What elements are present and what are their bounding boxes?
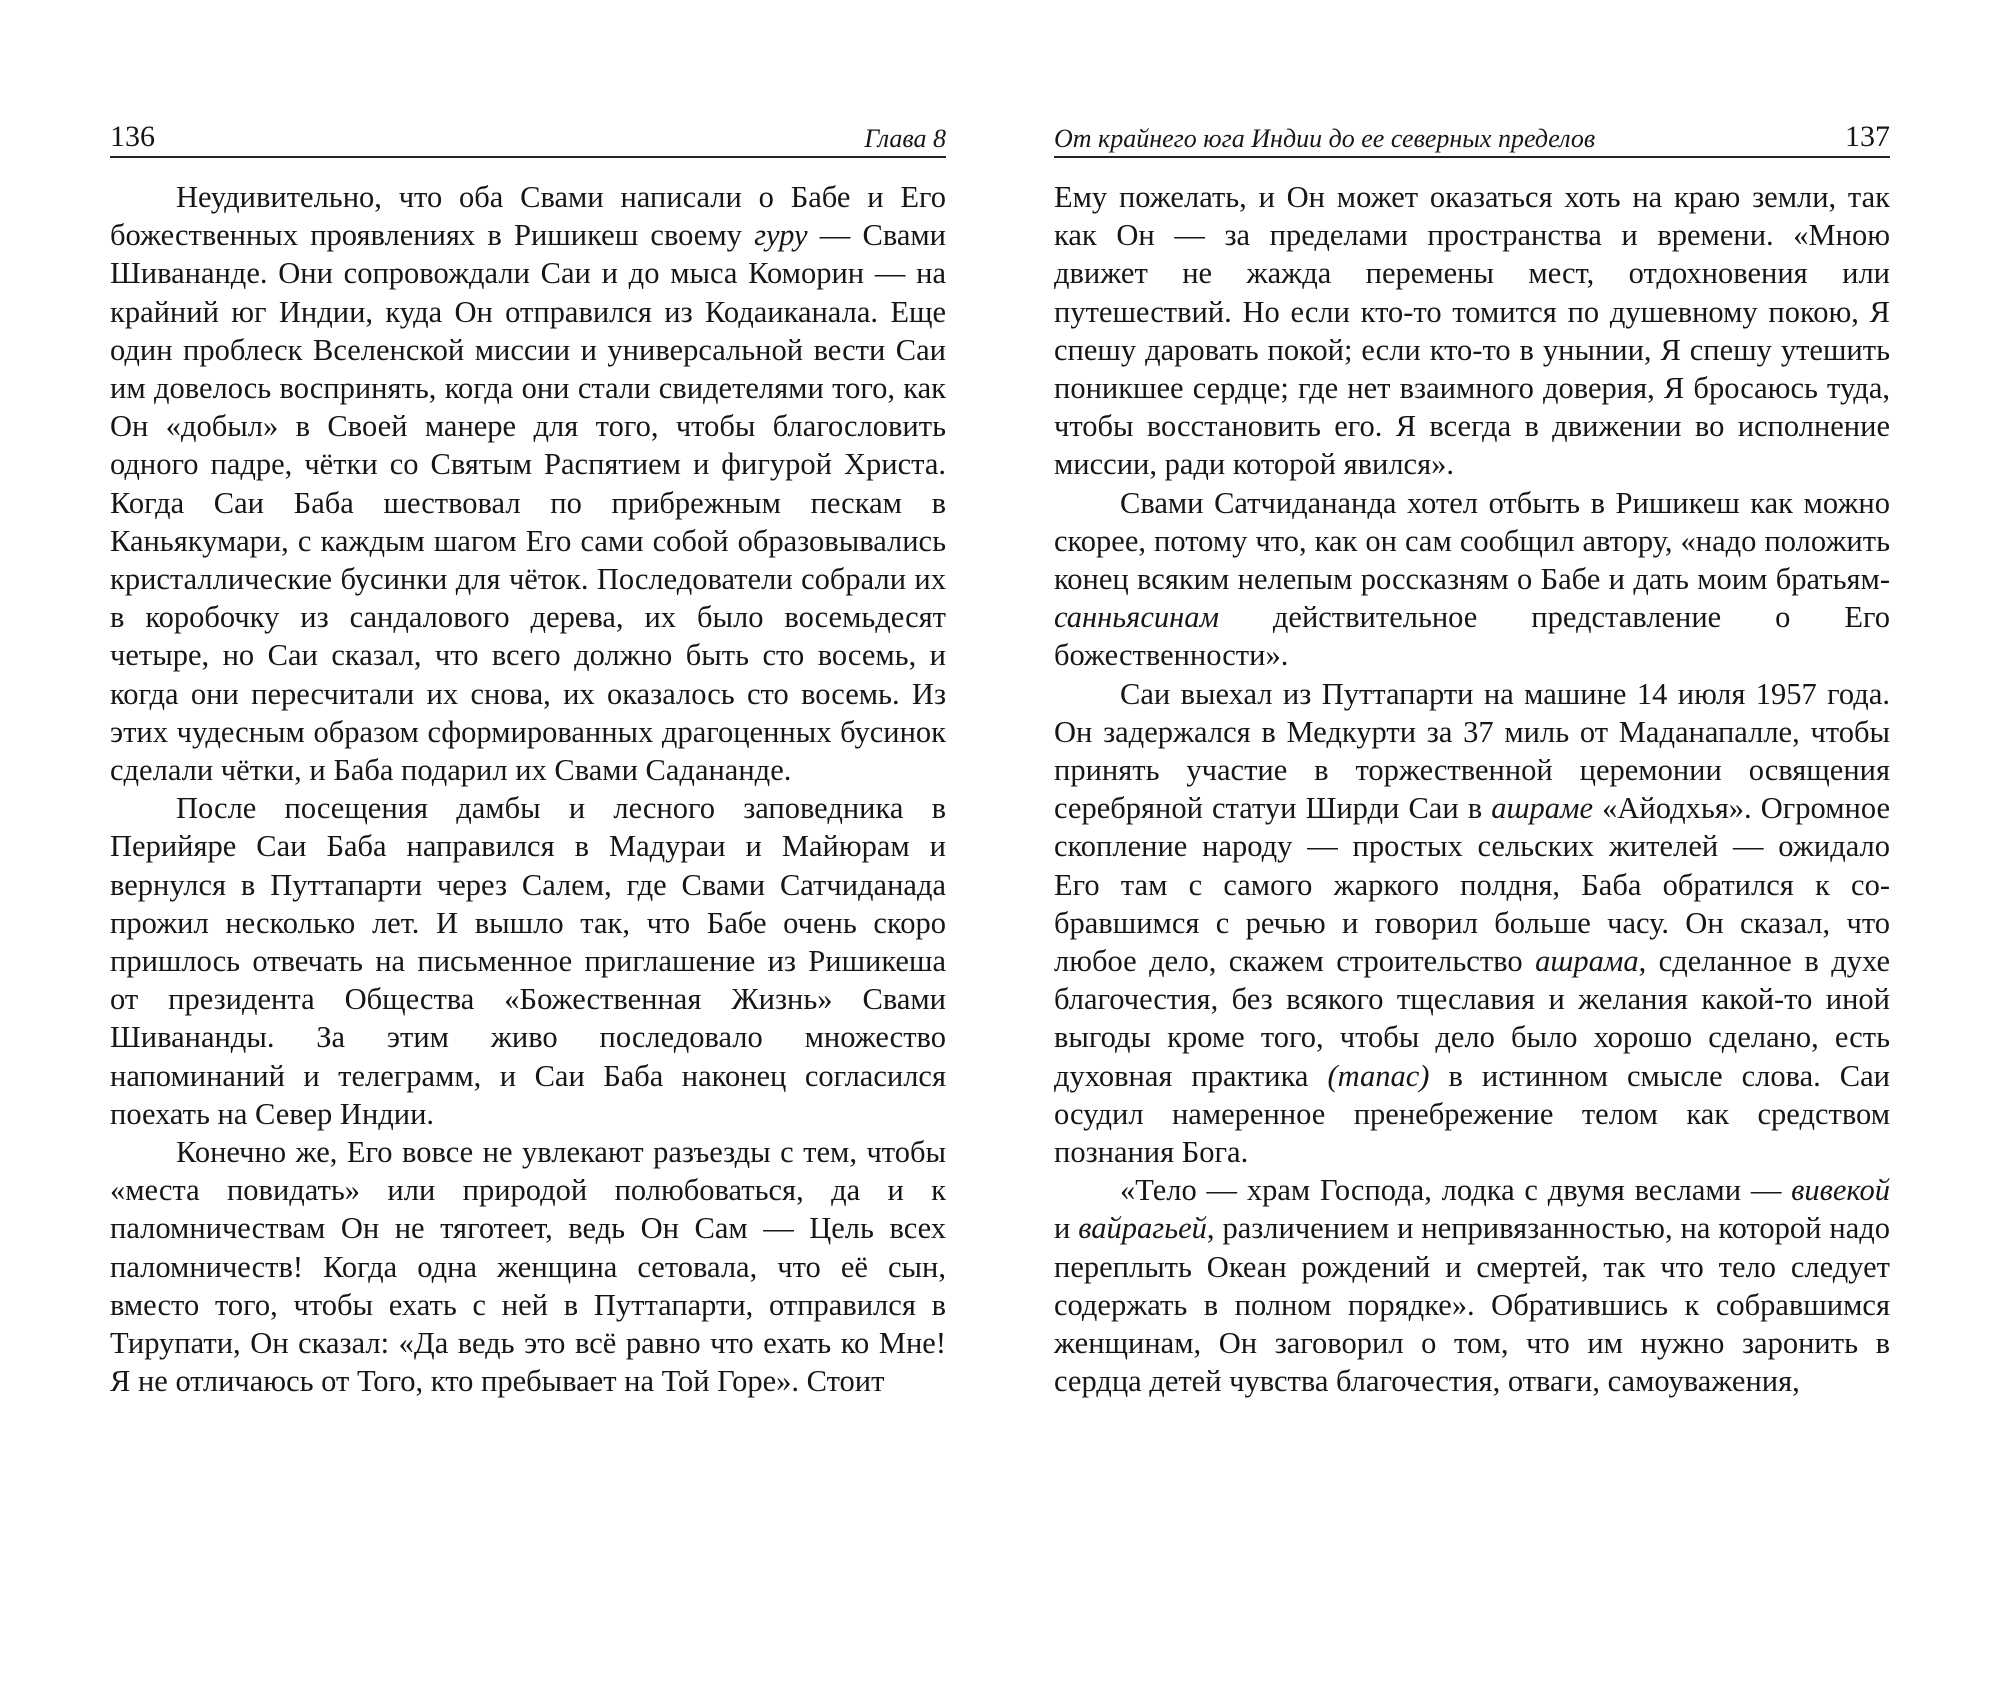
page-number-right: 137 [1845,120,1890,153]
page-number-left: 136 [110,120,155,153]
paragraph-continued: Ему пожелать, и Он может оказаться хоть на краю земли, так как Он — за пределами пространства и времени. «Мною движет не жажда перемены мест, отдохновения или путешествий. Но если кто-то томится по душевному покою, Я спешу даровать покой; если кто-то в унынии, Я спешу утешить поникшее сердце; где нет взаимного доверия, Я бросаюсь туда, чтобы восстановить его. Я всегда в движении во исполнение миссии, ради которой явился». [1054,180,1890,482]
right-page [1054,0,1890,1685]
section-title: От крайнего юга Индии до ее северных пределов [1054,124,1596,153]
paragraph: Саи выехал из Путтапарти на машине 14 июля 1957 года. Он задержался в Медкурти за 37 миль от Маданапалле, чтобы принять участие в торжественной церемонии освящения серебряной статуи Ширди Саи в ашраме «Айодхья». Огромное скопление народу — простых сельских жителей — ожидало Его там с самого жаркого полдня, Баба обратился к собравшимся с речью и говорил больше часу. Он сказал, что любое дело, скажем строительство ашрама, сделанное в духе благочестия, без всякого тщеславия и желания какой-то иной выгоды кроме того, чтобы дело было хорошо сделано, есть духовная практика (тапас) в истинном смысле слова. Саи осудил намеренное пренебрежение телом как средством познания Бога. [1054,676,1891,1170]
paragraph: Свами Сатчидананда хотел отбыть в Ришикеш как можно скорее, потому что, как он сам сообщил автору, «надо положить конец всяким нелепым россказням о Бабе и дать моим братьям-санньясинам действительное представление о Его божественности». [1054,485,1890,673]
left-page-text [110,178,946,1401]
left-running-head [110,110,946,158]
paragraph: После посещения дамбы и лесного заповедника в Перийяре Саи Баба направился в Мадураи и Майюрам и вернулся в Путтапарти через Салем, где Свами Сатчиданада прожил несколько лет. И вышло так, что Бабе очень скоро пришлось отвечать на письменное приглашение из Ришикеша от президента Общества «Божественная Жизнь» Свами Шивананды. За этим живо последовало множество напоминаний и телеграмм, и Саи Баба наконец согласился поехать на Север Индии. [110,791,946,1131]
left-page [110,0,946,1685]
chapter-title: Глава 8 [864,124,946,153]
paragraph: Конечно же, Его вовсе не увлекают разъезды с тем, чтобы «места повидать» или природой полюбоваться, да и к паломничествам Он не тяготеет, ведь Он Сам — Цель всех паломничеств! Когда одна женщина сетовала, что её сын, вместо того, чтобы ехать с ней в Путтапарти, отправился в Тирупати, Он сказал: «Да ведь это всё равно что ехать ко Мне! Я не отличаюсь от Того, кто пребывает на Той Горе». Стоит [110,1135,946,1399]
paragraph: Неудивительно, что оба Свами написали о Бабе и Его божественных проявлениях в Ришикеш своему гуру — Свами Шивананде. Они сопровождали Саи и до мыса Коморин — на крайний юг Индии, куда Он отправился из Кодаиканала. Еще один проблеск Вселенской миссии и универсальной вести Саи им довелось воспринять, когда они стали свидетелями того, как Он «добыл» в Своей манере для того, чтобы благословить одного падре, чётки со Святым Распятием и фигурой Христа. Когда Саи Баба шествовал по прибрежным пескам в Каньякумари, с каждым шагом Его сами собой образовывались кристаллические бусинки для чёток. Последователи собрали их в коробочку из сандалового дерева, их было восемьдесят четыре, но Саи сказал, что всего должно быть сто восемь, и когда они пересчитали их снова, их оказалось сто восемь. Из этих чудесным образом сформированных драгоценных бусинок сделали чётки, и Баба подарил их Свами Садананде. [110,180,946,788]
paragraph: «Тело — храм Господа, лодка с двумя веслами — вивекой и вайрагьей, различением и непривязанностью, на которой надо переплыть Океан рождений и смертей, так что тело следует содержать в полном порядке». Обратившись к собравшимся женщинам, Он заговорил о том, что им нужно заронить в сердца детей чувства благочестия, отваги, самоуважения, [1054,1173,1890,1399]
right-running-head [1054,110,1890,158]
right-page-text [1054,178,1890,1401]
